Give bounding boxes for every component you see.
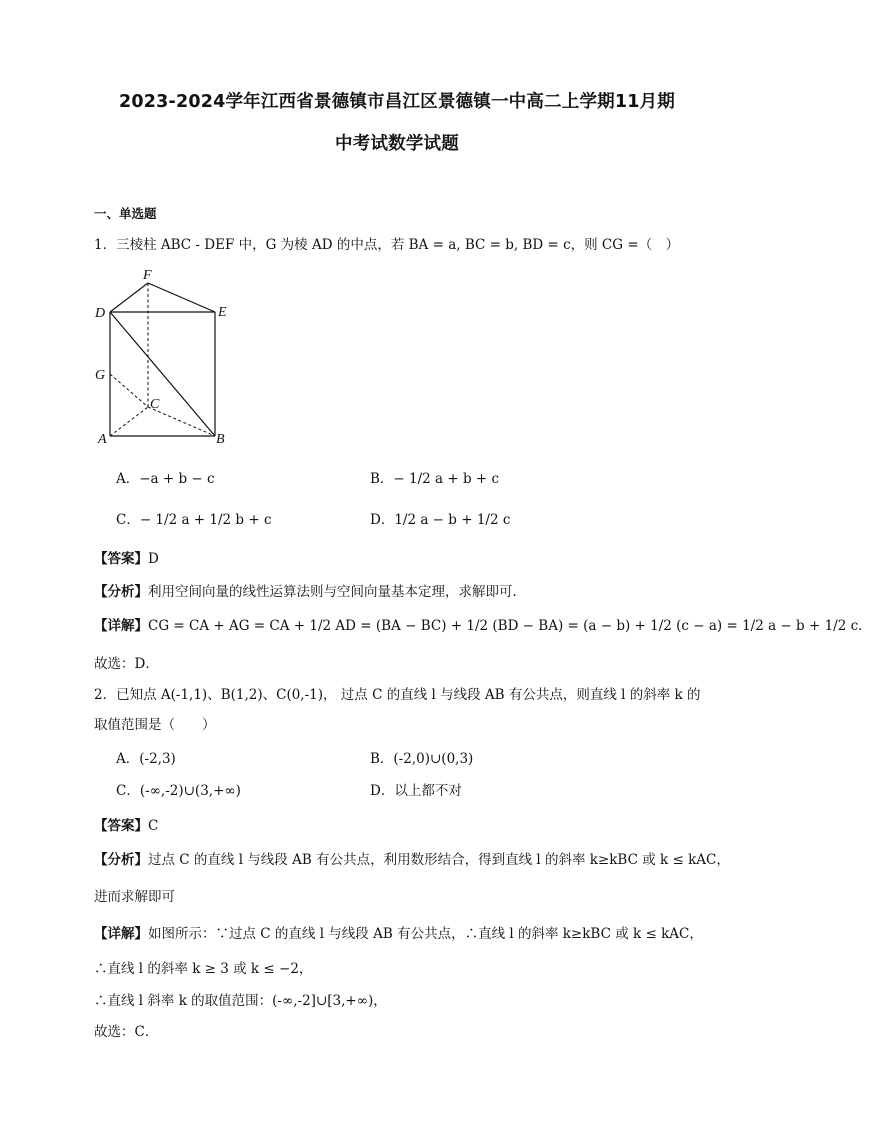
detail-text: 如图所示：∵过点 C 的直线 l 与线段 AB 有公共点，∴直线 l 的斜率 k≥kBC 或 k ≤ kAC， [148,926,703,942]
analysis-text: 过点 C 的直线 l 与线段 AB 有公共点，利用数形结合，得到直线 l 的斜率 k≥kBC 或 k ≤ kAC， [148,852,730,868]
section-heading: 一、单选题 [94,206,157,221]
analysis-tag: 【分析】 [94,852,148,868]
detail-tag: 【详解】 [94,618,148,634]
q1-option-b: B．− 1/2 a + b + c [370,471,500,487]
q2-option-d: D．以上都不对 [370,783,462,799]
label-G: G [95,368,106,383]
answer-tag: 【答案】 [94,551,148,567]
analysis-tag: 【分析】 [94,584,148,600]
q2-option-b: B．(-2,0)∪(0,3) [370,751,474,767]
q1-option-d: D．1/2 a − b + 1/2 c [370,512,511,528]
q2-option-a: A．(-2,3) [116,751,176,767]
label-B: B [216,432,225,447]
q2-conclusion: 故选：C． [94,1024,159,1040]
label-D: D [95,306,106,321]
document-title-line1: 2023-2024学年江西省景德镇市昌江区景德镇一中高二上学期11月期 [118,92,676,112]
detail-text: CG = CA + AG = CA + 1/2 AD = (BA − BC) + 1/2 (BD − BA) = (a − b) + 1/2 (c − a) = 1/2 a − b + 1/2 c． [148,618,872,634]
q1-detail [94,614,872,634]
prism-figure [90,266,240,451]
answer-value: D [148,551,159,567]
label-C: C [150,397,160,412]
q2-detail-line3: ∴直线 l 斜率 k 的取值范围：(-∞,-2]∪[3,+∞)， [94,993,387,1009]
detail-tag: 【详解】 [94,926,148,942]
label-F: F [143,268,152,283]
document-title-line2: 中考试数学试题 [335,134,459,154]
q2-detail-line1 [94,922,703,942]
q2-stem-line2: 取值范围是（ ） [94,717,216,733]
q1-answer [94,547,159,567]
label-E: E [218,305,227,320]
q1-conclusion: 故选：D． [94,656,159,672]
q2-stem-line1: 2．已知点 A(-1,1)、B(1,2)、C(0,-1)， 过点 C 的直线 l 与线段 AB 有公共点，则直线 l 的斜率 k 的 [94,687,701,703]
analysis-text: 利用空间向量的线性运算法则与空间向量基本定理，求解即可． [148,584,526,600]
q1-option-a: A．−a + b − c [116,471,215,487]
q2-analysis-line1 [94,848,730,868]
q2-detail-line2: ∴直线 l 的斜率 k ≥ 3 或 k ≤ −2， [94,961,313,977]
q1-option-c: C．− 1/2 a + 1/2 b + c [116,512,272,528]
q2-answer [94,814,158,834]
answer-value: C [148,818,159,834]
answer-tag: 【答案】 [94,818,148,834]
q1-analysis [94,580,526,600]
q1-stem: 1．三棱柱 ABC - DEF 中，G 为棱 AD 的中点，若 BA = a, BC = b, BD = c，则 CG =（ ） [94,237,680,253]
label-A: A [98,432,107,447]
q2-option-c: C．(-∞,-2)∪(3,+∞) [116,783,241,799]
q2-analysis-line2: 进而求解即可 [94,889,175,905]
